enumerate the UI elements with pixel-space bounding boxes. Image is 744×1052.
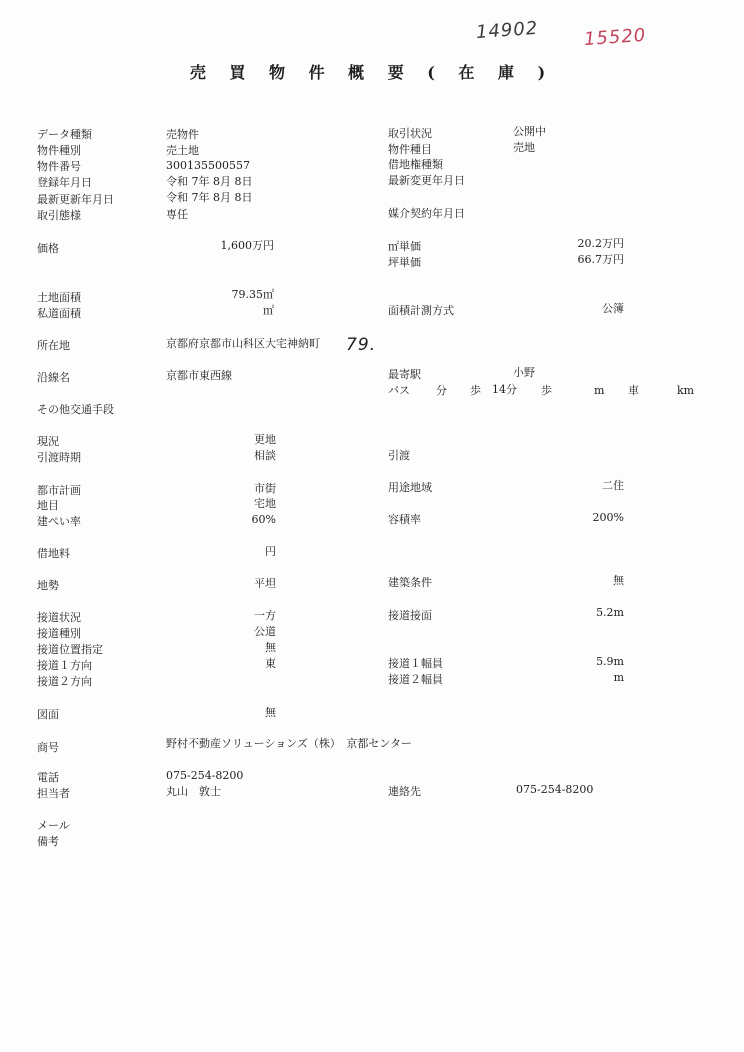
- land-area-value: 79.35㎡: [231, 288, 274, 301]
- city-planning-value: 市街: [254, 482, 276, 495]
- trade-name-value: 野村不動産ソリューションズ（株） 京都センター: [166, 737, 412, 750]
- road2-width-label: 接道２幅員: [388, 673, 443, 686]
- road-access-value: 一方: [254, 609, 276, 622]
- walk-label-1: 歩: [470, 384, 481, 397]
- terrain-value: 平坦: [254, 577, 276, 590]
- location-label: 所在地: [37, 339, 70, 352]
- building-condition-label: 建築条件: [388, 576, 432, 589]
- location-value: 京都府京都市山科区大宅神納町: [166, 337, 320, 350]
- handwritten-note-top-left: 14902: [475, 17, 539, 44]
- use-district-value: 二住: [602, 479, 624, 492]
- email-label: メール: [37, 819, 70, 832]
- road-type-label: 接道種別: [37, 627, 81, 640]
- price-per-sqm-value: 20.2万円: [577, 237, 624, 250]
- terrain-label: 地勢: [37, 579, 59, 592]
- land-area-label: 土地面積: [37, 291, 81, 304]
- leasehold-type-label: 借地権種類: [388, 158, 443, 171]
- price-value: 1,600万円: [220, 239, 274, 252]
- private-road-area-label: 私道面積: [37, 307, 81, 320]
- land-rent-value: 円: [265, 545, 276, 558]
- use-district-label: 用途地域: [388, 481, 432, 494]
- updated-date-value: 令和 7年 8月 8日: [166, 191, 253, 204]
- transaction-status-value: 公開中: [513, 125, 546, 138]
- brokerage-contract-date-label: 媒介契約年月日: [388, 207, 465, 220]
- road-frontage-value: 5.2m: [596, 606, 624, 619]
- transaction-mode-label: 取引態様: [37, 209, 81, 222]
- person-in-charge-value: 丸山 敦士: [166, 785, 221, 798]
- phone-label: 電話: [37, 771, 59, 784]
- handwritten-note-top-right: 15520: [583, 24, 647, 51]
- line-name-value: 京都市東西線: [166, 369, 232, 382]
- contact-label: 連絡先: [388, 785, 421, 798]
- price-per-tsubo-value: 66.7万円: [577, 253, 624, 266]
- coverage-ratio-label: 建ぺい率: [37, 515, 81, 528]
- land-category-value: 宅地: [254, 497, 276, 510]
- property-kind-label: 物件種別: [37, 144, 81, 157]
- distance-m-label: m: [594, 384, 605, 397]
- person-in-charge-label: 担当者: [37, 787, 70, 800]
- registered-date-value: 令和 7年 8月 8日: [166, 175, 253, 188]
- road-frontage-label: 接道接面: [388, 609, 432, 622]
- price-per-tsubo-label: 坪単価: [388, 256, 421, 269]
- area-measurement-label: 面積計測方式: [388, 304, 454, 317]
- handover-label: 引渡: [388, 449, 410, 462]
- price-label: 価格: [37, 242, 59, 255]
- current-state-label: 現況: [37, 435, 59, 448]
- car-label: 車: [628, 384, 639, 397]
- line-name-label: 沿線名: [37, 371, 70, 384]
- road-access-label: 接道状況: [37, 611, 81, 624]
- latest-change-date-label: 最新変更年月日: [388, 174, 465, 187]
- walk-minutes: 14分: [492, 383, 517, 396]
- road1-direction-value: 東: [265, 657, 276, 670]
- coverage-ratio-value: 60%: [251, 513, 276, 526]
- building-condition-value: 無: [613, 574, 624, 587]
- data-type-value: 売物件: [166, 128, 199, 141]
- distance-km-label: km: [677, 384, 695, 397]
- road1-width-label: 接道１幅員: [388, 657, 443, 670]
- property-category-value: 売地: [513, 141, 535, 154]
- private-road-area-value: ㎡: [263, 304, 274, 317]
- transaction-status-label: 取引状況: [388, 127, 432, 140]
- current-state-value: 更地: [254, 433, 276, 446]
- drawing-value: 無: [265, 706, 276, 719]
- nearest-station-label: 最寄駅: [388, 368, 421, 381]
- property-number-label: 物件番号: [37, 160, 81, 173]
- walk-label-2: 歩: [541, 384, 552, 397]
- drawing-label: 図面: [37, 708, 59, 721]
- contact-value: 075-254-8200: [516, 783, 594, 796]
- handwritten-note-address: 79.: [346, 335, 377, 355]
- road1-width-value: 5.9m: [596, 655, 624, 668]
- area-measurement-value: 公簿: [602, 302, 624, 315]
- bus-label: バス: [388, 384, 410, 397]
- floor-area-ratio-value: 200%: [592, 511, 624, 524]
- updated-date-label: 最新更新年月日: [37, 193, 114, 206]
- property-kind-value: 売土地: [166, 144, 199, 157]
- property-category-label: 物件種目: [388, 143, 432, 156]
- data-type-label: データ種類: [37, 128, 92, 141]
- phone-value: 075-254-8200: [166, 769, 244, 782]
- road-position-designation-value: 無: [265, 641, 276, 654]
- remarks-label: 備考: [37, 835, 59, 848]
- road1-direction-label: 接道１方向: [37, 659, 92, 672]
- price-per-sqm-label: ㎡単価: [388, 240, 421, 253]
- handover-period-label: 引渡時期: [37, 451, 81, 464]
- road2-width-value: m: [613, 671, 624, 684]
- handover-period-value: 相談: [254, 449, 276, 462]
- land-rent-label: 借地料: [37, 547, 70, 560]
- trade-name-label: 商号: [37, 741, 59, 754]
- nearest-station-value: 小野: [513, 366, 535, 379]
- other-transport-label: その他交通手段: [37, 403, 114, 416]
- registered-date-label: 登録年月日: [37, 176, 92, 189]
- road-type-value: 公道: [254, 625, 276, 638]
- road2-direction-label: 接道２方向: [37, 675, 92, 688]
- city-planning-label: 都市計画: [37, 484, 81, 497]
- road-position-designation-label: 接道位置指定: [37, 643, 103, 656]
- bus-min-label: 分: [436, 384, 447, 397]
- land-category-label: 地目: [37, 499, 59, 512]
- property-number-value: 300135500557: [166, 159, 250, 172]
- floor-area-ratio-label: 容積率: [388, 513, 421, 526]
- transaction-mode-value: 専任: [166, 208, 188, 221]
- document-title: 売 買 物 件 概 要 ( 在 庫 ): [189, 63, 555, 82]
